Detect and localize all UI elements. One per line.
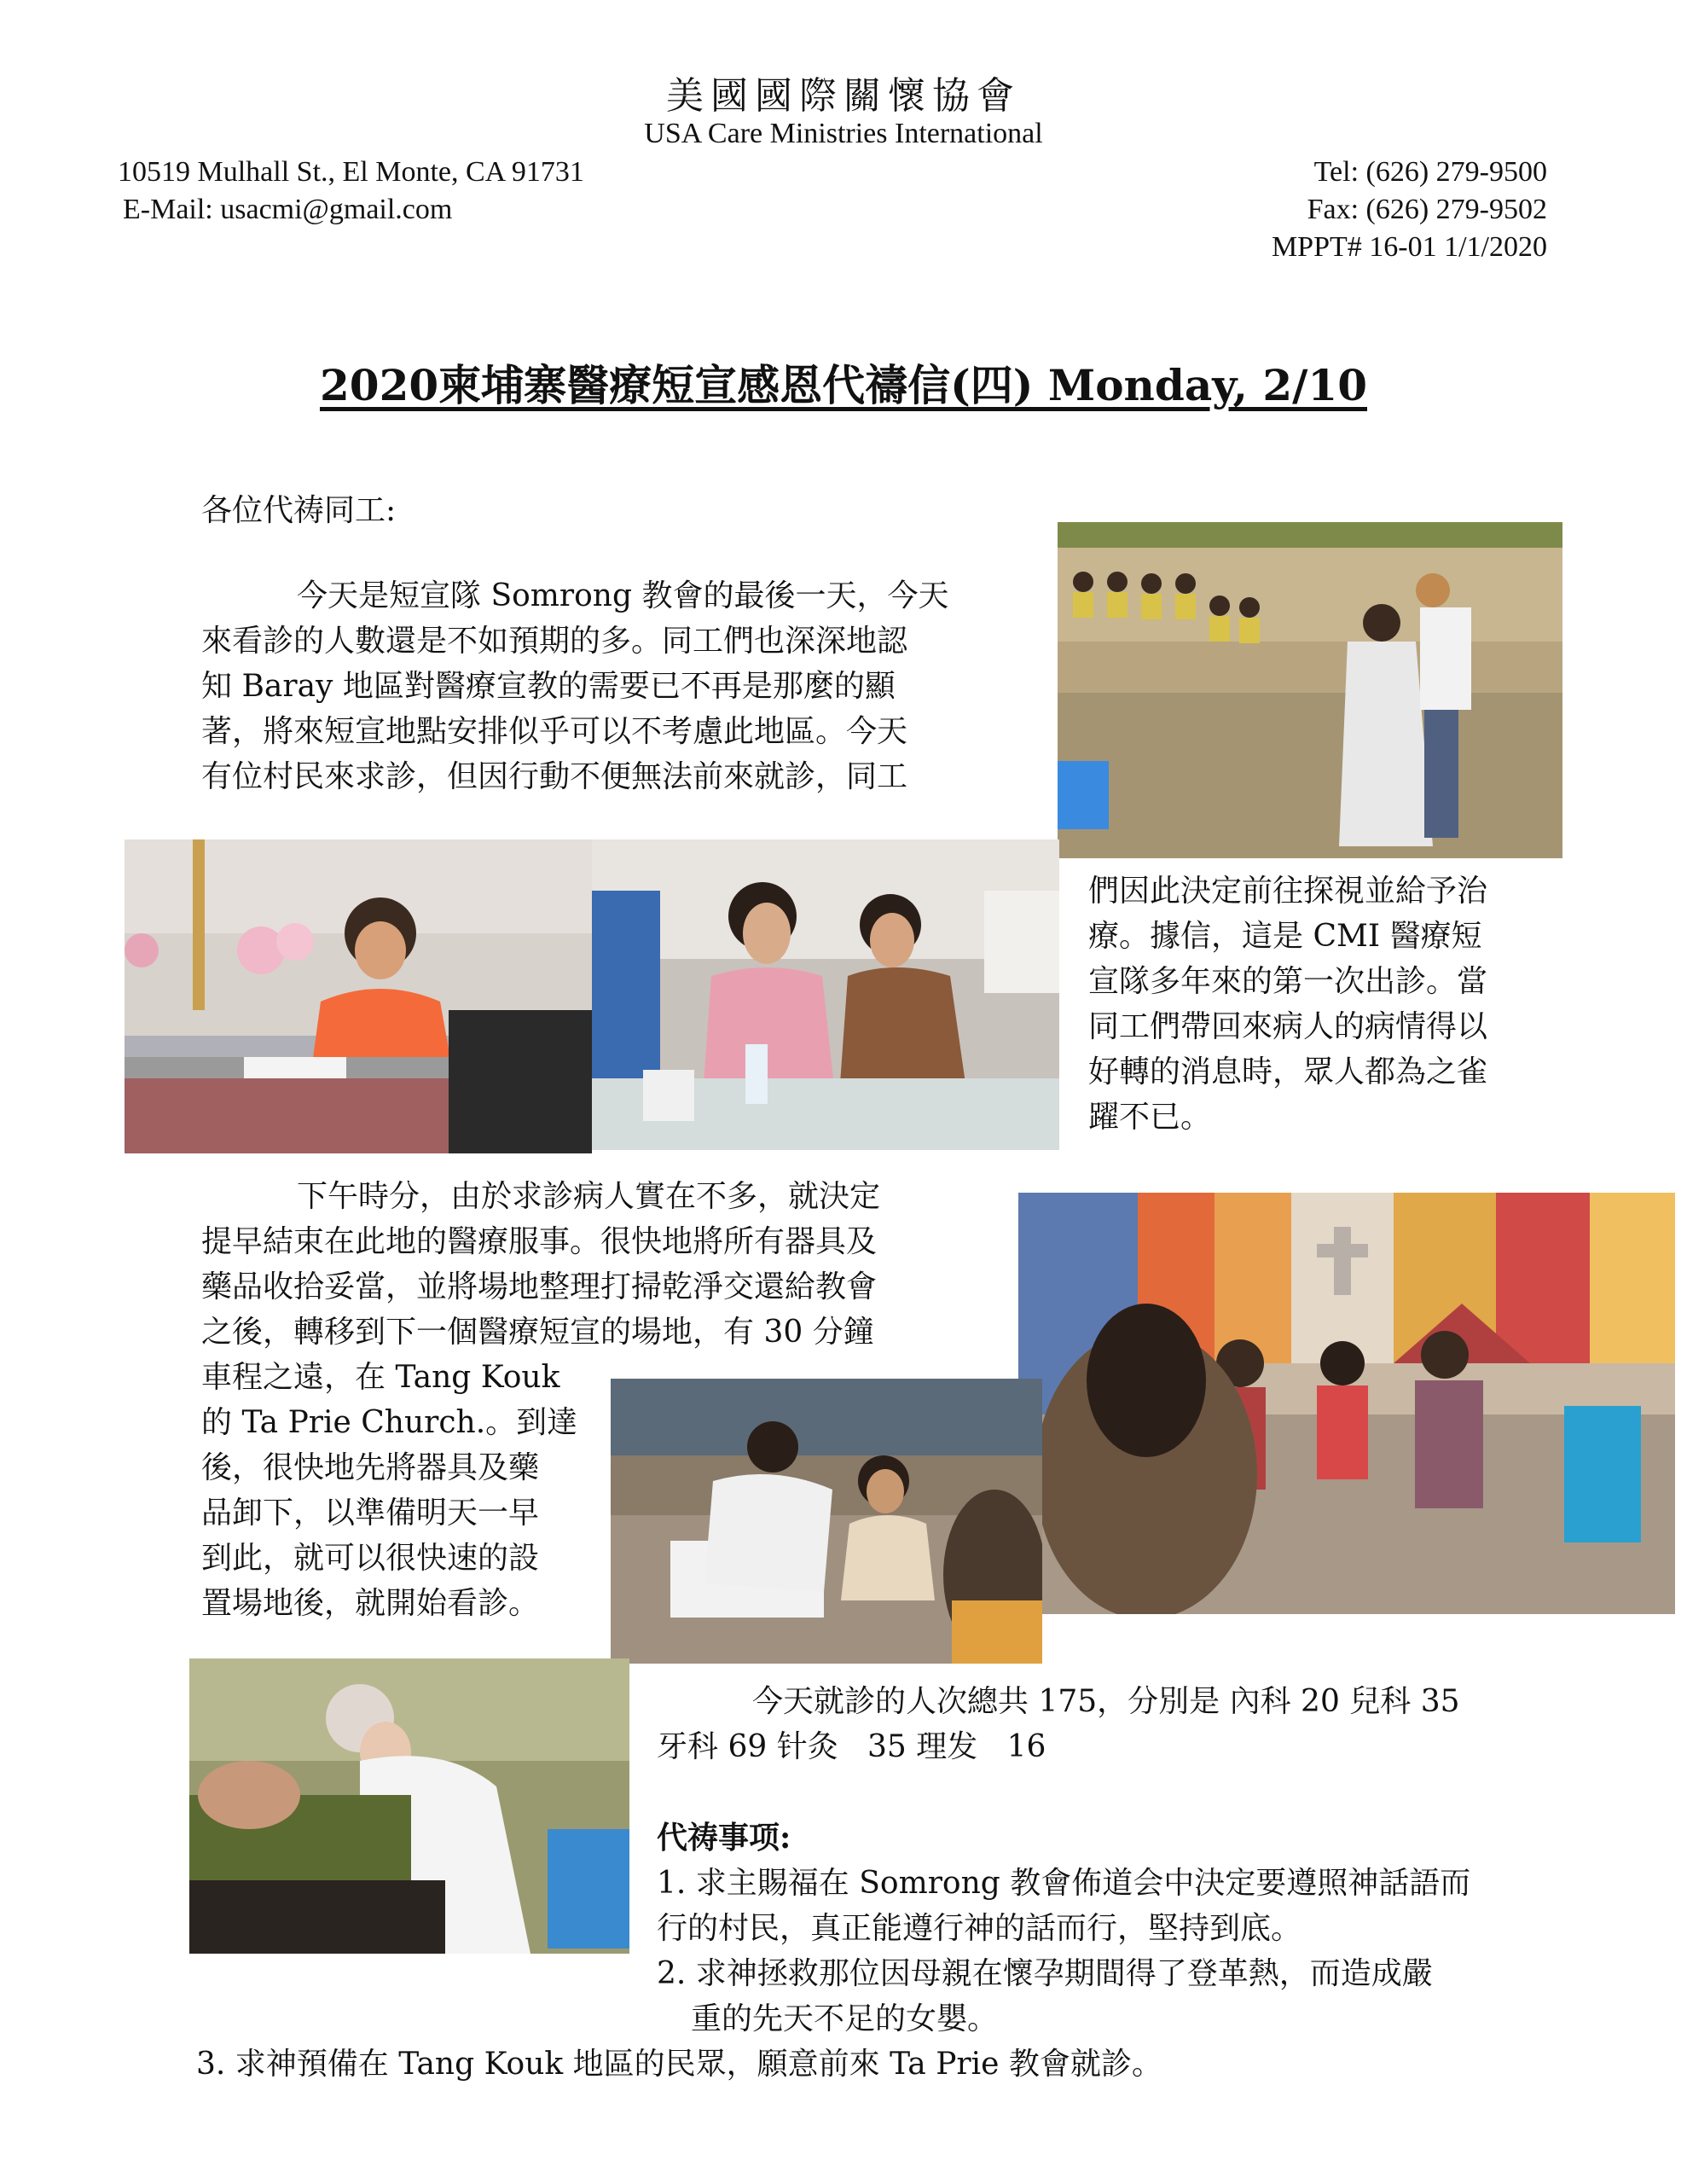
address: 10519 Mulhall St., El Monte, CA 91731 [118,156,584,188]
prayer-item-1-cont: 行的村民，真正能遵行神的話而行，堅持到底。 [657,1911,1302,1946]
text-line: 宣隊多年來的第一次出診。當 [1088,964,1488,999]
prayer-item-3 [196,2042,1162,2087]
consultation-photo [1018,1193,1675,1614]
text-line: 知 Baray 地區對醫療宣教的需要已不再是那麼的顯 [201,669,896,704]
paragraph-2-top [201,1174,880,1355]
prayer-item-2: 2. 求神拯救那位因母親在懷孕期間得了登革熱，而造成嚴 [657,1956,1433,1991]
email: E-Mail: usacmi@gmail.com [123,194,453,225]
fax: Fax: (626) 279-9502 [1307,194,1547,225]
text-line: 好轉的消息時，眾人都為之雀 [1088,1054,1488,1089]
text-line: 來看診的人數還是不如預期的多。同工們也深深地認 [201,624,908,659]
org-chinese-name: 美國國際關懷協會 [666,74,1021,118]
text-line: 下午時分，由於求診病人實在不多，就決定 [297,1179,881,1214]
text-line: 今天是短宣隊 Somrong 教會的最後一天，今天 [297,578,949,613]
mppt-number: MPPT# 16-01 1/1/2020 [1271,231,1547,263]
pharmacy-photo [592,839,1059,1150]
text-line: 品卸下，以準備明天一早 [201,1496,540,1531]
greeting: 各位代祷同工: [201,493,397,528]
haircut-photo [1058,522,1562,858]
dental-photo [189,1658,629,1954]
prayer-requests [657,1815,1470,2042]
text-line: 的 Ta Prie Church.。到達 [201,1405,578,1440]
text-line: 同工們帶回來病人的病情得以 [1088,1009,1488,1044]
prayer-item-3-text: 3. 求神預備在 Tang Kouk 地區的民眾，願意前來 Ta Prie 教會就診。 [196,2047,1162,2082]
text-line: 車程之遠，在 Tang Kouk [201,1360,560,1395]
text-line: 有位村民來求診，但因行動不便無法前來就診，同工 [201,759,908,794]
text-line: 後，很快地先將器具及藥 [201,1450,540,1485]
text-line: 著，將來短宣地點安排似乎可以不考慮此地區。今天 [201,714,908,749]
paragraph-1-top [201,573,948,799]
eye-exam-photo [611,1379,1042,1664]
org-english-name: USA Care Ministries International [644,118,1043,149]
prayer-item-2-cont: 重的先天不足的女嬰。 [691,2001,999,2036]
paragraph-1-right [1088,868,1487,1140]
text-line: 躍不已。 [1088,1100,1212,1135]
volunteer-photo [125,839,592,1153]
paragraph-2-narrow [201,1355,577,1626]
stats-line-1: 今天就診的人次總共 175，分別是 內科 20 兒科 35 [752,1684,1460,1719]
letter-title: 2020柬埔寨醫療短宣感恩代禱信(四) Monday, 2/10 [319,360,1367,410]
text-line: 之後，轉移到下一個醫療短宣的場地，有 30 分鐘 [201,1315,874,1350]
text-line: 療。據信，這是 CMI 醫療短 [1088,919,1482,954]
prayer-heading: 代祷事项: [657,1820,791,1856]
text-line: 提早結束在此地的醫療服事。很快地將所有器具及 [201,1224,878,1259]
prayer-item-1: 1. 求主賜福在 Somrong 教會佈道会中決定要遵照神話語而 [657,1866,1471,1901]
tel: Tel: (626) 279-9500 [1313,156,1547,188]
visit-statistics [657,1679,1460,1769]
text-line: 藥品收拾妥當，並將場地整理打掃乾淨交還給教會 [201,1269,878,1304]
stats-line-2: 牙科 69 针灸 35 理发 16 [657,1729,1046,1764]
text-line: 置場地後，就開始看診。 [201,1586,540,1621]
text-line: 到此，就可以很快速的設 [201,1541,540,1576]
text-line: 們因此決定前往探視並給予治 [1088,874,1488,909]
